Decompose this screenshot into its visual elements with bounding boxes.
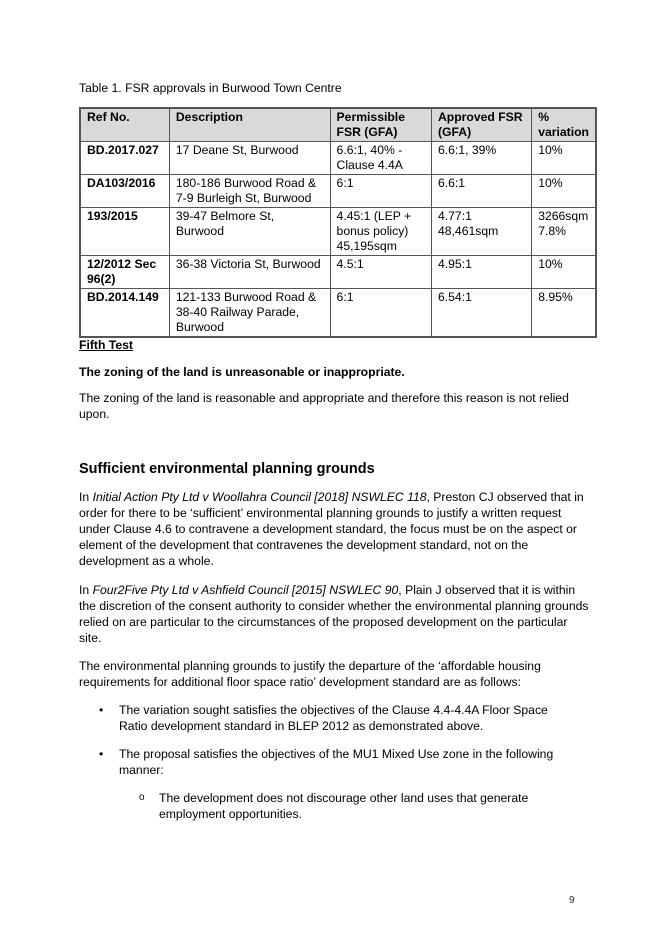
cell-description: 180-186 Burwood Road & 7-9 Burleigh St, Burwood xyxy=(169,175,330,208)
cell-approved: 6.54:1 xyxy=(431,289,531,338)
cell-permissible: 4.45:1 (LEP + bonus policy) 45,195sqm xyxy=(330,208,431,256)
paragraph-grounds-intro: The environmental planning grounds to justify the departure of the ‘affordable housing requirements for additional floor space ratio’ development standard are as follows: xyxy=(79,659,541,689)
sub-bullet-text: The development does not discourage other land uses that generate employment opportunities. xyxy=(159,791,529,821)
cell-description: 36-38 Victoria St, Burwood xyxy=(169,256,330,289)
cell-variation: 10% xyxy=(532,256,596,289)
table-row xyxy=(80,289,596,338)
table-row xyxy=(80,208,596,256)
p2-prefix: In xyxy=(79,583,93,597)
fifth-test-body: The zoning of the land is reasonable and appropriate and therefore this reason is not relied upon. xyxy=(79,391,569,421)
cell-description: 39-47 Belmore St, Burwood xyxy=(169,208,330,256)
cell-permissible: 4.5:1 xyxy=(330,256,431,289)
cell-ref: 193/2015 xyxy=(80,208,169,256)
fsr-approvals-table xyxy=(79,107,597,338)
bullet-text: The variation sought satisfies the objectives of the Clause 4.4-4.4A Floor Space Ratio development standard in BLEP 2012 as demonstrated above. xyxy=(119,703,548,733)
bullet-icon: • xyxy=(99,703,104,717)
table-header-row xyxy=(80,108,596,142)
p1-rest: , Preston CJ observed that in order for there to be ‘sufficient’ environmental planning grounds to justify a written request under Clause 4.6 to contravene a development standard, the focus must be on the aspect or element of the development that contravenes the development standard, not on the development as a whole. xyxy=(79,490,584,568)
fifth-test-heading: Fifth Test xyxy=(79,338,133,352)
table-row xyxy=(80,256,596,289)
case-citation-four2five: Four2Five Pty Ltd v Ashfield Council [2015] NSWLEC 90 xyxy=(92,583,399,597)
header-description: Description xyxy=(169,108,330,142)
cell-description: 17 Deane St, Burwood xyxy=(169,142,330,175)
cell-variation: 10% xyxy=(532,142,596,175)
paragraph-initial-action xyxy=(79,489,589,569)
cell-approved: 6.6:1 xyxy=(431,175,531,208)
bullet-icon: • xyxy=(99,747,104,761)
cell-ref: DA103/2016 xyxy=(80,175,169,208)
cell-variation: 8.95% xyxy=(532,289,596,338)
page-number: 9 xyxy=(569,895,575,906)
p2-rest: , Plain J observed that it is within the discretion of the consent authority to consider whether the environmental planning grounds relied on are particular to the circumstances of the proposed development on the particular site. xyxy=(79,583,589,645)
cell-variation: 10% xyxy=(532,175,596,208)
cell-variation: 3266sqm 7.8% xyxy=(532,208,596,256)
bullet-text: The proposal satisfies the objectives of the MU1 Mixed Use zone in the following manner: xyxy=(119,747,554,777)
header-approved-fsr: Approved FSR (GFA) xyxy=(431,108,531,142)
hollow-bullet-icon: o xyxy=(139,792,145,803)
header-ref-no: Ref No. xyxy=(80,108,169,142)
table-row xyxy=(80,142,596,175)
cell-approved: 6.6:1, 39% xyxy=(431,142,531,175)
header-variation: % variation xyxy=(532,108,596,142)
case-citation-initial-action: Initial Action Pty Ltd v Woollahra Council [2018] NSWLEC 118 xyxy=(92,490,427,504)
header-permissible-fsr: Permissible FSR (GFA) xyxy=(330,108,431,142)
cell-description: 121-133 Burwood Road & 38-40 Railway Parade, Burwood xyxy=(169,289,330,338)
cell-approved: 4.77:1 48,461sqm xyxy=(431,208,531,256)
cell-permissible: 6:1 xyxy=(330,289,431,338)
section-heading: Sufficient environmental planning grounds xyxy=(79,461,375,477)
fifth-test-subheading: The zoning of the land is unreasonable or inappropriate. xyxy=(79,365,405,379)
table-caption: Table 1. FSR approvals in Burwood Town Centre xyxy=(79,81,342,95)
paragraph-four2five xyxy=(79,582,589,646)
cell-permissible: 6.6:1, 40% - Clause 4.4A xyxy=(330,142,431,175)
cell-permissible: 6:1 xyxy=(330,175,431,208)
cell-ref: 12/2012 Sec 96(2) xyxy=(80,256,169,289)
cell-approved: 4.95:1 xyxy=(431,256,531,289)
cell-ref: BD.2017.027 xyxy=(80,142,169,175)
p1-prefix: In xyxy=(79,490,93,504)
table-row xyxy=(80,175,596,208)
cell-ref: BD.2014.149 xyxy=(80,289,169,338)
